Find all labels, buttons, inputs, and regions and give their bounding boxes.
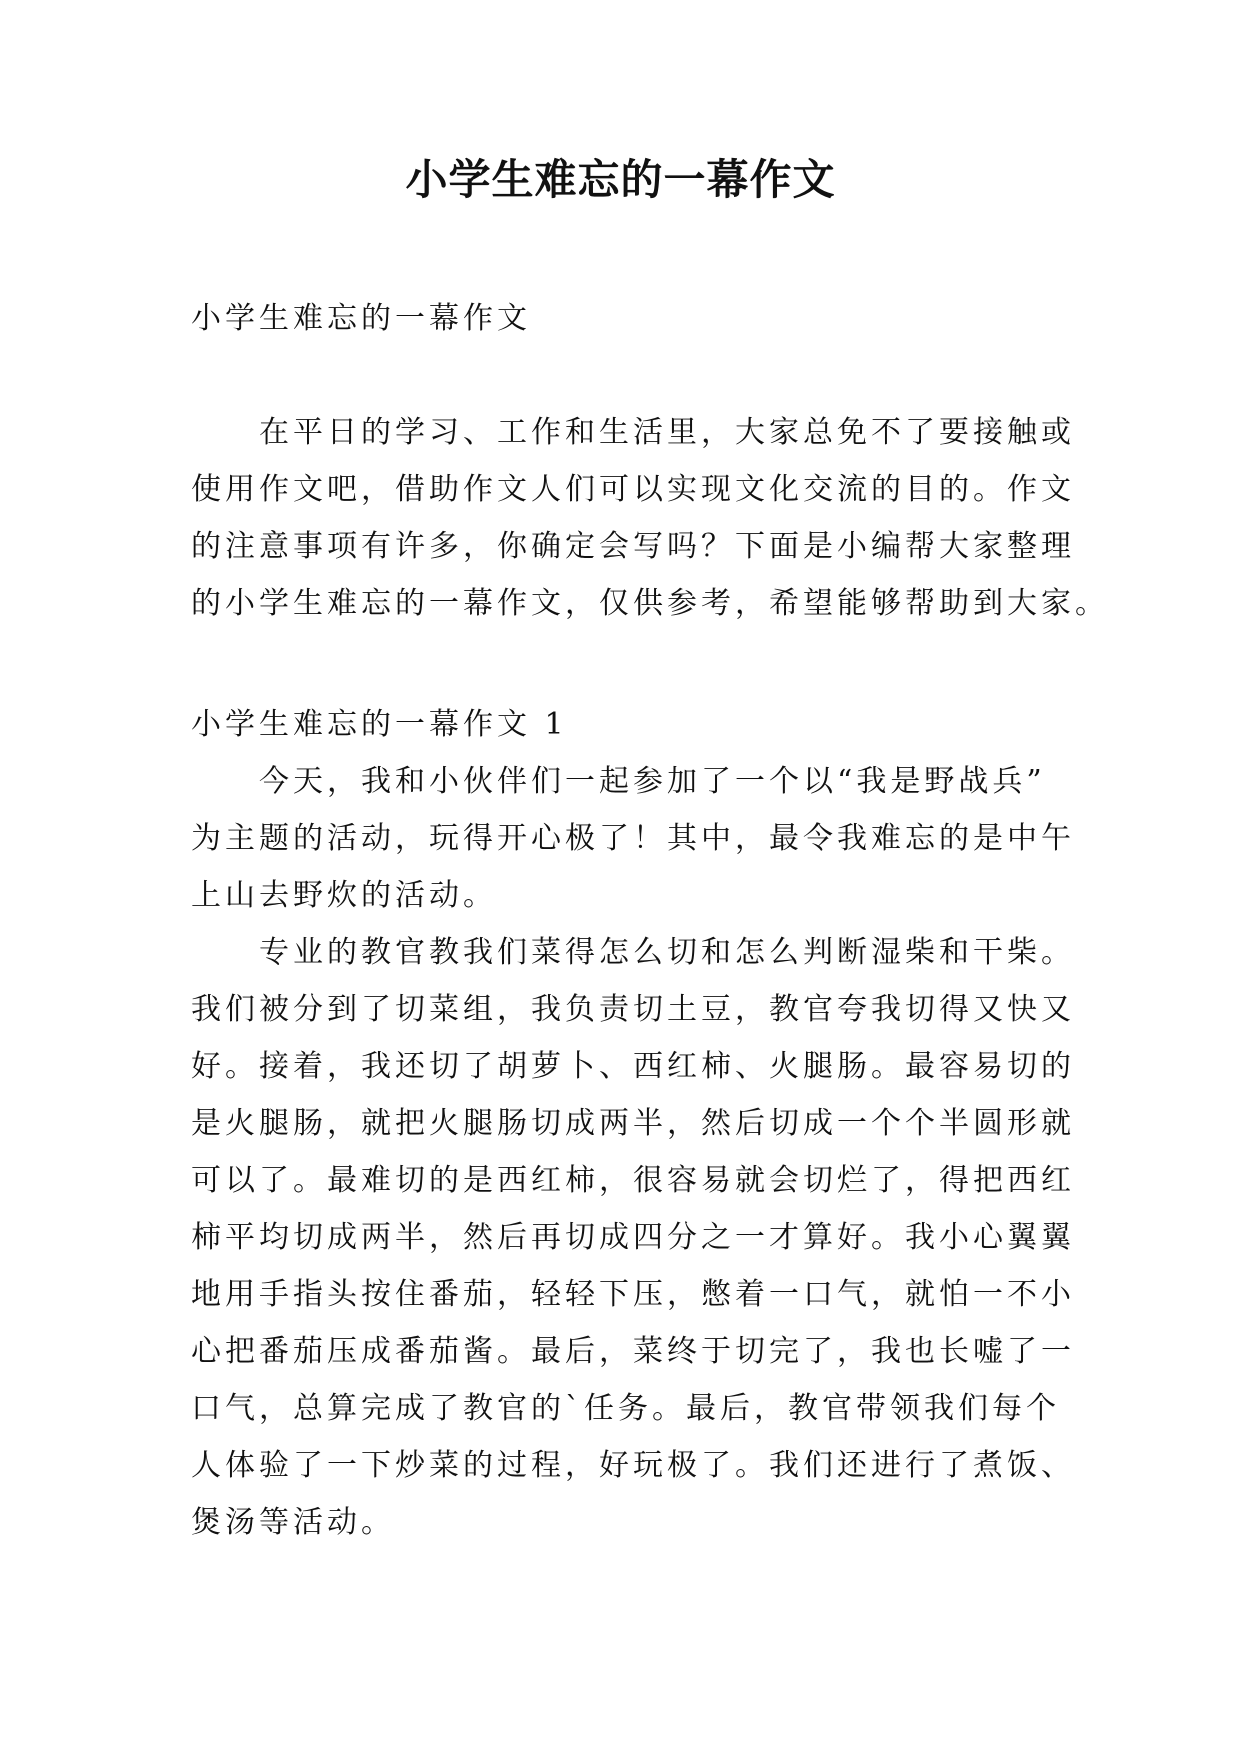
paragraph-line: 为主题的活动，玩得开心极了！其中，最令我难忘的是中午 (191, 821, 1075, 856)
paragraph-line: 上山去野炊的活动。 (191, 878, 497, 913)
paragraph-line: 今天，我和小伙伴们一起参加了一个以“我是野战兵” (259, 764, 1046, 799)
document-subtitle: 小学生难忘的一幕作文 (191, 301, 531, 336)
section-heading: 小学生难忘的一幕作文 1 (191, 707, 568, 742)
paragraph-line: 是火腿肠，就把火腿肠切成两半，然后切成一个个半圆形就 (191, 1106, 1075, 1141)
paragraph-line: 口气，总算完成了教官的`任务。最后，教官带领我们每个 (191, 1391, 1060, 1426)
intro-line: 在平日的学习、工作和生活里，大家总免不了要接触或 (259, 415, 1075, 450)
intro-paragraph (191, 404, 1109, 632)
paragraph-line: 人体验了一下炒菜的过程，好玩极了。我们还进行了煮饭、 (191, 1448, 1075, 1483)
intro-line: 的小学生难忘的一幕作文，仅供参考，希望能够帮助到大家。 (191, 586, 1109, 621)
paragraph-line: 心把番茄压成番茄酱。最后，菜终于切完了，我也长嘘了一 (191, 1334, 1075, 1369)
essay-paragraph-1 (191, 753, 1075, 924)
intro-line: 的注意事项有许多，你确定会写吗？下面是小编帮大家整理 (191, 529, 1075, 564)
page-title: 小学生难忘的一幕作文 (405, 155, 836, 204)
paragraph-line: 煲汤等活动。 (191, 1505, 395, 1540)
paragraph-line: 柿平均切成两半，然后再切成四分之一才算好。我小心翼翼 (191, 1220, 1075, 1255)
paragraph-line: 好。接着，我还切了胡萝卜、西红柿、火腿肠。最容易切的 (191, 1049, 1075, 1084)
paragraph-line: 可以了。最难切的是西红柿，很容易就会切烂了，得把西红 (191, 1163, 1075, 1198)
paragraph-line: 专业的教官教我们菜得怎么切和怎么判断湿柴和干柴。 (259, 935, 1075, 970)
paragraph-line: 我们被分到了切菜组，我负责切土豆，教官夸我切得又快又 (191, 992, 1075, 1027)
paragraph-line: 地用手指头按住番茄，轻轻下压，憋着一口气，就怕一不小 (191, 1277, 1075, 1312)
intro-line: 使用作文吧，借助作文人们可以实现文化交流的目的。作文 (191, 472, 1075, 507)
essay-paragraph-2 (191, 924, 1075, 1551)
